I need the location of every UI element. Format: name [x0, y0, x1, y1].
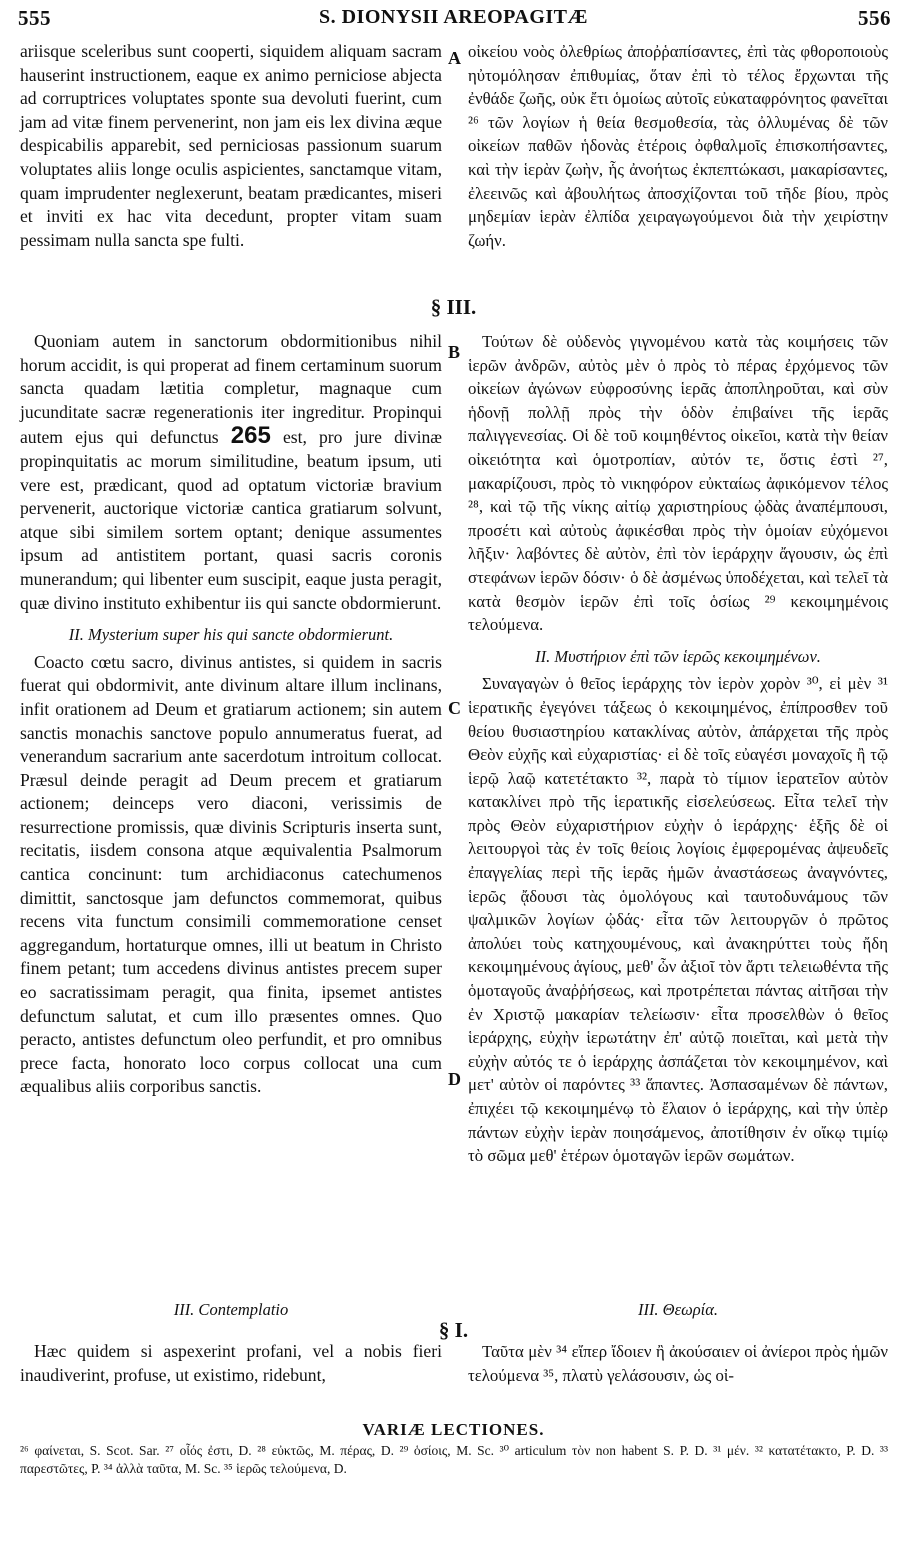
- margin-marker-b: B: [448, 342, 461, 362]
- column-number: 265: [230, 422, 271, 450]
- greek-subheading-iii-text: III. Θεωρία.: [637, 1300, 719, 1319]
- latin-subheading-ii-text: II. Mysterium super his qui sancte obdormierunt.: [68, 625, 394, 645]
- greek-paragraph-bottom: Ταῦτα μὲν ³⁴ εἴπερ ἴδοιεν ἢ ἀκούσαιεν οἱ ἀνίεροι πρὸς ἡμῶν τελούμενα ³⁵, πλατὺ γελάσουσιν, ὡς οἰ-: [468, 1342, 888, 1385]
- latin-paragraph-top: ariisque sceleribus sunt cooperti, siquidem aliquam sacram hauserint instructionem, eaque ex animo perniciose abjecta ad corruptrices voluptates sponte sua devoluti fuerint, cum jam ad vitæ finem pervenerint, non jam eis lex divina æque despicabilis apparebit, sed perniciosas passionum suarum voluptates aliis longe oculis aspicientes, sanctamque vitam, quam imprudenter neglexerunt, beatam prædicantes, miseri et inviti ex hac vita decedunt, propter vitam suam pessimam nulla sancta spe fulti.: [20, 41, 442, 250]
- page-number-left: 555: [18, 6, 51, 30]
- greek-paragraph-top: οἰκείου νοὸς ὀλεθρίως ἀποῤῥαπίσαντες, ἐπὶ τὰς φθοροποιοὺς ηὐτομόλησαν ἐπιθυμίας, ὅταν ἐπὶ τὸ τέλος ἔρχωνται τῆς ἐνθάδε ζωῆς, οὐκ ἔτι ὁμοίως αὐτοῖς εὐκαταφρόνητος φανεῖται ²⁶ τῶν λογίων ἡ θεία θεσμοθεσία, τὰς ὀλλυμένας δὲ τῶν οἰκείων παθῶν ἡδονὰς ἑτέροις ὀφθαλμοῖς ἐπισκοπήσαντες, καὶ τὴν ἱερὰν ζωὴν, ἧς ἀνοήτως ἐκπεπτώκασι, μακαρίσαντες, ἐλεεινῶς καὶ ἀβουλήτως ἀποσχίζονται τοῦ τῆδε βίου, πρὸς μηδεμίαν ἱερὰν ἐλπίδα χειραγωγούμενοι διὰ τὴν χειρίστην ζωήν.: [468, 42, 888, 250]
- latin-subheading-iii-text: III. Contemplatio: [173, 1300, 289, 1319]
- variae-lectiones-text: ²⁶ φαίνεται, S. Scot. Sar. ²⁷ οἷός ἐστι, D. ²⁸ εὐκτῶς, M. πέρας, D. ²⁹ ὁσίοις, M. Sc. ³⁰ articulum τὸν non habent S. P. D. ³¹ μέν. ³² κατατέτακτο, P. D. ³³ παρεστῶτες, P. ³⁴ ἀλλὰ ταῦτα, M. Sc. ³⁵ ἱερῶς τελούμενα, D.: [20, 1443, 888, 1476]
- section-heading-i: § I.: [438, 1318, 469, 1342]
- greek-subheading-ii-text: II. Μυστήριον ἐπὶ τῶν ἱερῶς κεκοιμημένων.: [535, 646, 821, 666]
- section-heading-iii: § III.: [430, 295, 477, 319]
- page-number-right: 556: [858, 6, 891, 30]
- latin-middle-text-2: est, pro jure divinæ propinquitatis ac morum similitudine, beatum ipsum, uti vere est, prædicant, quod ad optatum victoriæ bravium pervenerit, auctorique victoriæ cantica gratiarum solvunt, atque sibi similem sortem optant; denique assumentes ipsum ad antistitem portant, quasi sacris coronis munerandum; qui libenter eum suscipit, eaque justa peragit, quæ divino instituto exhibentur iis qui sancte obdormierunt.: [20, 427, 442, 613]
- margin-marker-c: C: [448, 698, 461, 718]
- latin-column-middle: [20, 330, 442, 1099]
- latin-paragraph-bottom: Hæc quidem si aspexerint profani, vel a nobis fieri inaudiverint, profuse, ut existimo, ridebunt,: [20, 1341, 442, 1385]
- greek-column-bottom: [468, 1340, 888, 1387]
- latin-paragraph-middle: [20, 330, 442, 615]
- running-title: S. DIONYSII AREOPAGITÆ: [318, 6, 589, 28]
- greek-column-top: [468, 40, 888, 252]
- greek-paragraph-ceremony: Συναγαγὼν ὁ θεῖος ἱεράρχης τὸν ἱερὸν χορὸν ³⁰, εἰ μὲν ³¹ ἱερατικῆς ἐγεγόνει τάξεως ὁ κεκοιμημένος, ἐπίπροσθεν τοῦ θείου θυσιαστηρίου κατακλίνας αὐτὸν, ἀπάρχεται τῆς πρὸς Θεὸν εὐχῆς καὶ εὐχαριστίας· εἰ δὲ τοῖς εὐαγέσι μοναχοῖς ἢ τῷ ἱερῷ λαῷ κατετέτακτο ³², παρὰ τὸ τίμιον ἱερατεῖον αὐτὸν κατακλίνει πρὸ τῆς ἱερατικῆς εἰσελεύσεως. Εἶτα τελεῖ τὴν πρὸς Θεὸν εὐχαριστήριον εὐχὴν ὁ ἱεράρχης· ἑξῆς δὲ οἱ λειτουργοὶ τὰς ἐν τοῖς θείοις λογίοις ἐμφερομένας ἀψευδεῖς ἐπαγγελίας περὶ τῆς ἱερᾶς ἡμῶν ἀναστάσεως ἀναγνόντες, ἱερῶς ᾄδουσι τὰς ὁμολόγους καὶ ταυτοδυνάμους τῶν ψαλμικῶν λογίων ᾠδάς· εἶτα τῶν λειτουργῶν ὁ πρῶτος ἀπολύει τοὺς κατηχουμένους, καὶ ἀνακηρύττει τοὺς ἤδη κεκοιμημένους ἁγίους, μεθ' ὧν ἀξιοῖ τὸν ἄρτι τελειωθέντα τῆς ὁμοταγοῦς ἀναῤῥήσεως, καὶ προτρέπεται πάντας αἰτῆσαι τὴν ἐν Χριστῷ μακαρίαν τελείωσιν· εἶτα προσελθὼν ὁ θεῖος ἱεράρχης, εὐχὴν ἱερωτάτην ἐπ' αὐτῷ ποιεῖται, καὶ μετὰ τὴν εὐχὴν αὐτός τε ὁ ἱεράρχης ἀσπάζεται τὸν κεκοιμημένον, καὶ μετ' αὐτὸν οἱ παρόντες ³³ ἅπαντες. Ἀσπασαμένων δὲ πάντων, ἐπιχέει τῷ κεκοιμημένῳ τὸ ἔλαιον ὁ ἱεράρχης, καὶ τὴν ὑπὲρ πάντων εὐχὴν ἱερὰν ποιησάμενος, ἀποτίθησιν ἐν οἴκῳ τιμίῳ τὸ σῶμα μεθ' ἑτέρων ὁμοταγῶν ἱερῶν σωμάτων.: [468, 674, 888, 1166]
- page-header: [0, 6, 907, 36]
- greek-subheading-ii: [468, 645, 888, 669]
- latin-column-bottom: [20, 1340, 442, 1387]
- margin-marker-d: D: [448, 1069, 461, 1089]
- latin-subheading-ii: [20, 623, 442, 647]
- latin-column-top: [20, 40, 442, 252]
- greek-paragraph-middle: Τούτων δὲ οὐδενὸς γιγνομένου κατὰ τὰς κοιμήσεις τῶν ἱερῶν ἀνδρῶν, αὐτὸς μὲν ὁ πρὸς τὸ πέρας ἐρχόμενος τῶν οἰκείων ἀγώνων εὐφροσύνης ἱερᾶς ἀποπληροῦται, καὶ σὺν ἡδονῇ πολλῇ πρὸς τὴν ὁδὸν ἐπιβαίνει τῆς ἱερᾶς παλιγγενεσίας. Οἱ δὲ τοῦ κοιμηθέντος οἰκεῖοι, κατὰ τὴν θείαν οἰκειότητα καὶ ὁμοτροπίαν, αὐτόν τε, ὅστις ἐστὶ ²⁷, μακαρίζουσι, πρὸς τὸ νικηφόρον εὐκταίως ἀφικόμενον τέλος ²⁸, καὶ τῷ τῆς νίκης αἰτίῳ χαριστηρίους ᾠδὰς ἀναπέμπουσι, προσέτι καὶ αὐτοὺς ἀφικέσθαι πρὸς τὴν ὁμοίαν εὐχόμενοι λῆξιν· λαβόντες δὲ αὐτὸν, ἐπὶ τὸν ἱεράρχην ἄγουσιν, ὡς ἐπὶ στεφάνων ἱερῶν δόσιν· ὁ δὲ ἀσμένως ὑποδέχεται, καὶ τελεῖ τὰ κατὰ θεσμὸν ἱερῶν ἐπὶ τοῖς ὁσίως ²⁹ κεκοιμημένοις τελούμενα.: [468, 332, 888, 635]
- greek-column-middle: [468, 330, 888, 1168]
- variae-lectiones-title: VARIÆ LECTIONES.: [362, 1420, 545, 1439]
- latin-middle-text-1: Quoniam autem in sanctorum obdormitionibus nihil horum accidit, is qui properat ad finem certaminum suorum sancta quadam lætitia completur, magnaque cum jucunditate sacræ regenerationis iter ingreditur. Propinqui autem ejus qui defunctus: [20, 331, 442, 448]
- latin-paragraph-ceremony: Coacto cœtu sacro, divinus antistes, si quidem in sacris fuerat qui obdormivit, ante divinum altare illum inclinans, infit orationem ad Deum et gratiarum actionem; sin autem sanctis monachis sanctove populo annumeratus fuerat, ad venerandum sacrarium ante sacerdotum introitum collocat. Præsul deinde peragit ad Deum precem et gratiarum actionem; deinceps vero diaconi, verissimis de resurrectione promissis, quæ divinis Scripturis inserta sunt, recitatis, iisdem consona atque æquivalentia Psalmorum cantica concinunt: tum archidiaconus catechumenos dimittit, sanctosque jam defunctos commemorat, quibus recens vita functum consimili commemoratione censet aggregandum, hortaturque omnes, illi ut beatum in Christo finem petant; tum accedens divinus antistes precem super eo sacratissimam peragit, qua finita, ipsemet antistes defunctum salutat, et cum illo præsentes omnes. Quo peracto, antistes defunctum oleo perfundit, et pro omnibus prece facta, honorato loco corpus collocat una cum æqualibus aliis corporibus sanctis.: [20, 651, 442, 1097]
- margin-marker-a: A: [448, 48, 461, 68]
